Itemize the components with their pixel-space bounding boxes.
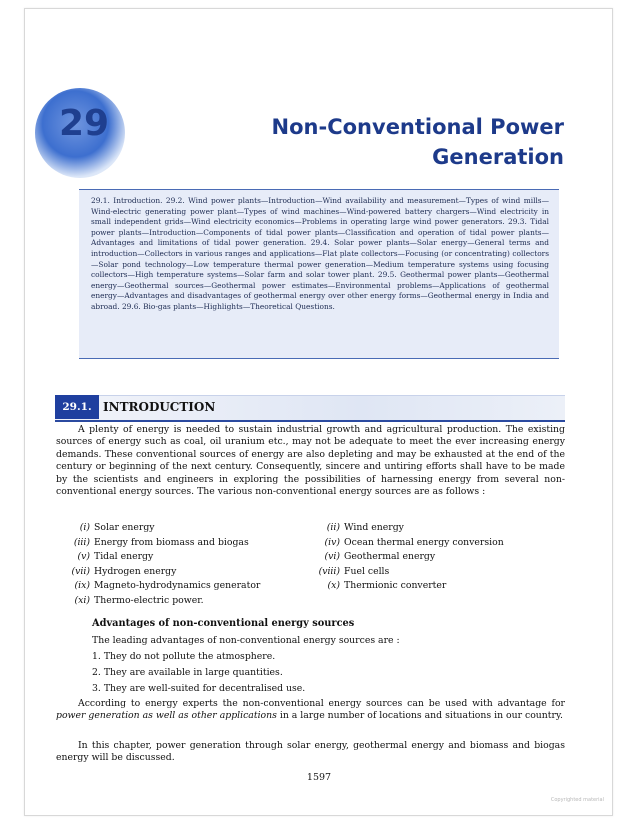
energy-source-item <box>56 521 306 536</box>
energy-source-item <box>306 550 564 565</box>
energy-source-label: (i) <box>79 522 90 533</box>
energy-source-label: (vi) <box>324 551 340 562</box>
energy-sources-list <box>56 521 565 608</box>
energy-source-label: (v) <box>77 551 90 562</box>
advantage-item: 1. They do not pollute the atmosphere. <box>92 651 276 662</box>
energy-source-text: Fuel cells <box>344 565 390 577</box>
page-number: 1597 <box>306 772 332 783</box>
energy-source-item <box>56 579 306 594</box>
sources-row <box>56 521 565 536</box>
energy-source-label: (ix) <box>74 580 90 591</box>
energy-source-item <box>306 536 564 551</box>
energy-source-text: Thermionic converter <box>344 580 447 591</box>
energy-source-item <box>56 550 306 565</box>
sources-row <box>56 536 565 551</box>
chapter-contents-box <box>79 189 559 359</box>
energy-source-label: (iii) <box>73 536 90 548</box>
energy-source-item <box>56 594 306 609</box>
energy-source-label: (viii) <box>318 565 340 577</box>
experts-text-after: in a large number of locations and situations in our country. <box>276 710 563 722</box>
energy-source-item <box>306 565 564 580</box>
chapter-number: 29 <box>59 103 110 144</box>
chapter-contents-text: 29.1. Introduction. 29.2. Wind power plants—Introduction—Wind availability and measurement—Types of wind mills—Wind-electric generating power plant—Types of wind machines—Wind-powered battery chargers—Wind electricity in small independent grids—Wind electricity economics—Problems in operating large wind power generators. 29.3. Tidal power plants—Introduction—Components of tidal power plants—Classification and operation of tidal power plants—Advantages and limitations of tidal power generation. 29.4. Solar power plants—Solar energy—General terms and introduction—Collectors in various ranges and applications—Flat plate collectors—Focusing (or concentrating) collectors—Solar pond technology—Low temperature thermal power generation—Medium temperature systems using focusing collectors—High temperature systems—Solar farm and solar tower plant. 29.5. Geothermal power plants—Geothermal energy—Geothermal sources—Geothermal power estimates—Environmental problems—Applications of geothermal energy—Advantages and disadvantages of geothermal energy over other energy forms—Geothermal energy in India and abroad. 29.6. Bio-gas plants—Highlights—Theoretical Questions. <box>91 196 549 311</box>
advantage-item: 2. They are available in large quantities. <box>92 667 283 678</box>
energy-source-item <box>306 521 564 536</box>
sources-row <box>56 579 565 594</box>
energy-source-text: Hydrogen energy <box>94 565 177 577</box>
watermark: Copyrighted material <box>550 797 604 803</box>
advantages-heading: Advantages of non-conventional energy sources <box>92 618 355 629</box>
chapter-title-line2: Generation <box>432 145 564 169</box>
energy-source-text: Tidal energy <box>94 551 154 562</box>
closing-paragraph: In this chapter, power generation through solar energy, geothermal energy and biomass and biogas energy will be discussed. <box>56 740 565 764</box>
sources-row <box>56 550 565 565</box>
energy-source-label: (x) <box>327 580 340 591</box>
energy-source-item <box>56 565 306 580</box>
section-title: INTRODUCTION <box>103 400 216 414</box>
experts-text-italic: power generation as well as other applications <box>56 710 277 722</box>
energy-source-text: Energy from biomass and biogas <box>94 536 249 548</box>
sources-row <box>56 594 565 609</box>
energy-source-text: Wind energy <box>344 522 404 533</box>
energy-source-label: (iv) <box>324 536 340 548</box>
chapter-title-line1: Non-Conventional Power <box>271 115 564 139</box>
energy-source-label: (ii) <box>326 522 340 533</box>
energy-source-text: Thermo-electric power. <box>94 594 204 606</box>
chapter-title <box>234 112 564 172</box>
advantage-item: 3. They are well-suited for decentralised use. <box>92 683 306 694</box>
experts-paragraph <box>56 698 565 723</box>
section-number: 29.1. <box>55 395 99 419</box>
experts-text-before: According to energy experts the non-conventional energy sources can be used with advantage for <box>78 698 565 709</box>
energy-source-label: (vii) <box>71 565 90 577</box>
advantages-lead: The leading advantages of non-conventional energy sources are : <box>92 635 400 646</box>
intro-paragraph: A plenty of energy is needed to sustain industrial growth and agricultural production. The existing sources of energy such as coal, oil uranium etc., may not be adequate to meet the ever increasing energy demands. These conventional sources of energy are also depleting and may be exhausted at the end of the century or beginning of the next century. Consequently, sincere and untiring efforts shall have to be made by the scientists and engineers in exploring the possibilities of harnessing energy from several non-conventional energy sources. The various non-conventional energy sources are as follows : <box>56 424 565 498</box>
energy-source-item <box>306 579 564 594</box>
energy-source-text: Ocean thermal energy conversion <box>344 536 504 548</box>
energy-source-label: (xi) <box>74 594 90 606</box>
energy-source-text: Magneto-hydrodynamics generator <box>94 580 261 591</box>
sources-row <box>56 565 565 580</box>
energy-source-text: Geothermal energy <box>344 551 436 562</box>
energy-source-text: Solar energy <box>94 522 155 533</box>
energy-source-item <box>56 536 306 551</box>
